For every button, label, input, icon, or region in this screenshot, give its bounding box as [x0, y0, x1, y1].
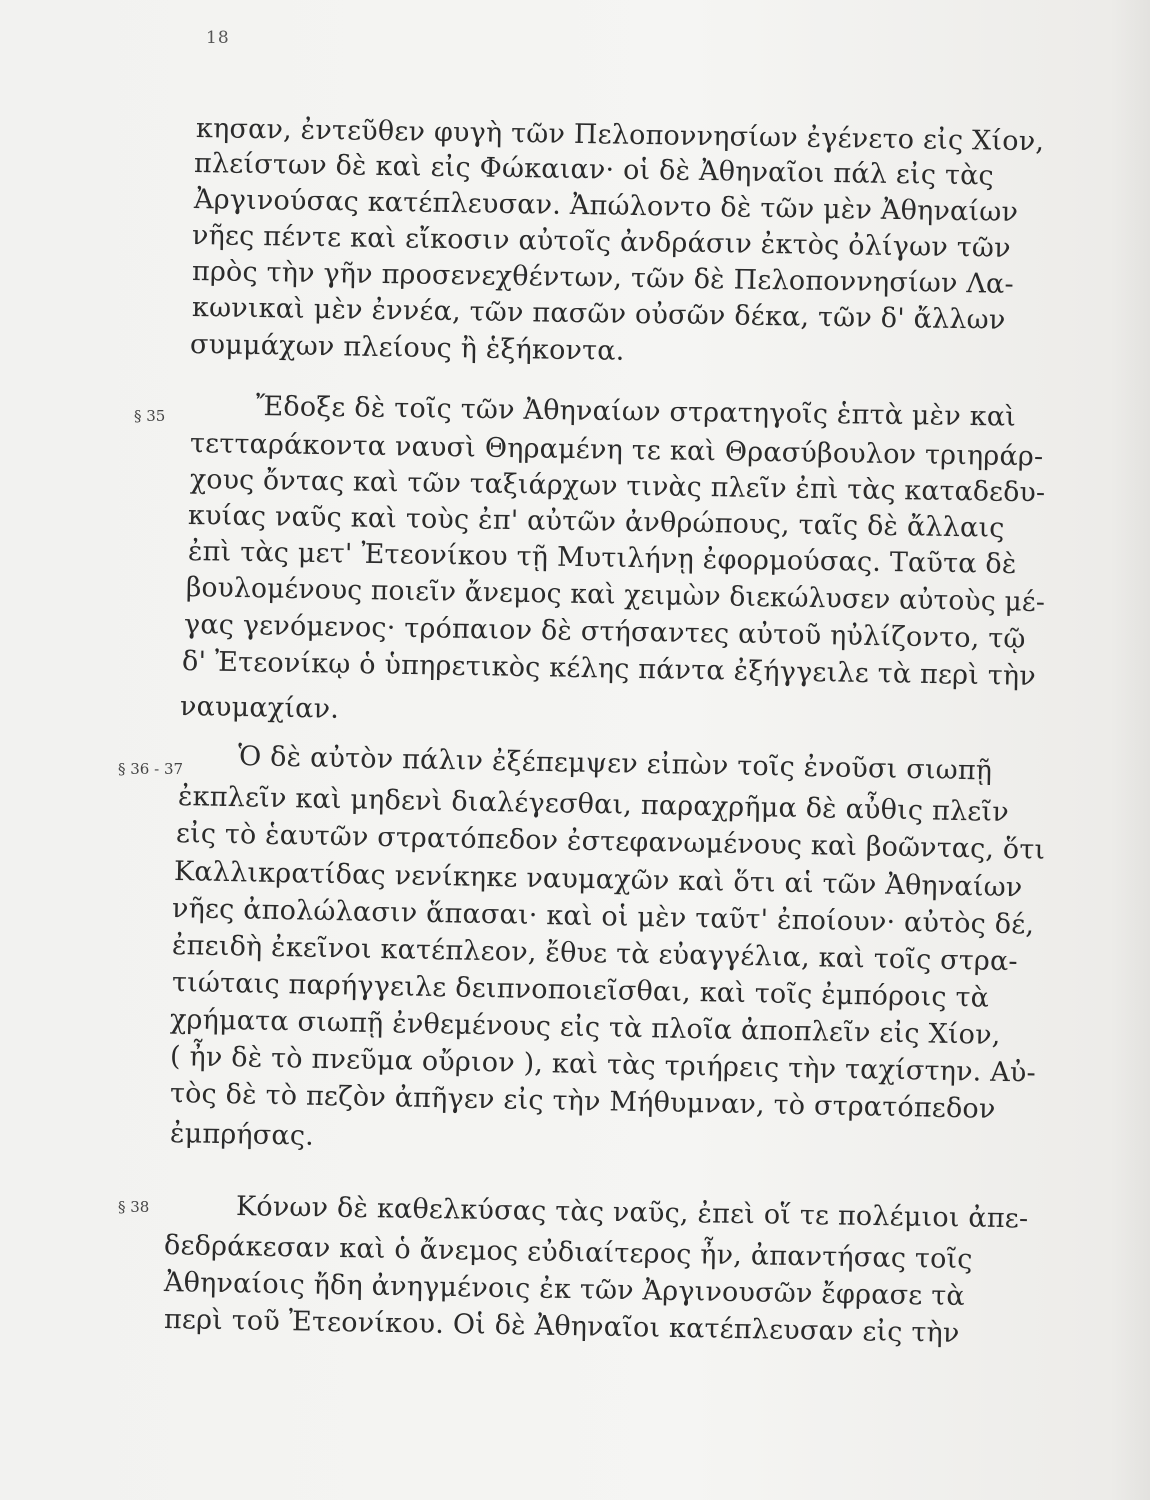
text-line: πρὸς τὴν γῆν προσενεχθέντων, τῶν δὲ Πελοποννησίων Λα- — [191, 256, 1015, 300]
section-marker-38: § 38 — [118, 1198, 150, 1216]
text-line: τετταράκοντα ναυσὶ Θηραμένη τε καὶ Θρασύβουλον τριηράρ- — [189, 428, 1044, 473]
text-line: Καλλικρατίδας νενίκηκε ναυμαχῶν καὶ ὅτι αἱ τῶν Ἀθηναίων — [173, 856, 1023, 904]
text-line: εἰς τὸ ἑαυτῶν στρατόπεδον ἐστεφανωμένους καὶ βοῶντας, ὅτι — [175, 818, 1046, 866]
text-line: Ἀργινούσας κατέπλευσαν. Ἀπώλοντο δὲ τῶν μὲν Ἀθηναίων — [193, 184, 1019, 228]
text-line: τιώταις παρήγγειλε δειπνοποιεῖσθαι, καὶ τοῖς ἐμπόροις τὰ — [171, 967, 990, 1014]
text-line: τὸς δὲ τὸ πεζὸν ἀπῆγεν εἰς τὴν Μήθυμναν, τὸ στρατόπεδον — [169, 1078, 996, 1125]
section-marker-36-37: § 36 - 37 — [118, 760, 184, 778]
text-line: βουλομένους ποιεῖν ἄνεμος καὶ χειμὼν διεκώλυσεν αὐτοὺς μέ- — [185, 572, 1046, 618]
text-line: περὶ τοῦ Ἐτεονίκου. Οἱ δὲ Ἀθηναῖοι κατέπλευσαν εἰς τὴν — [163, 1304, 960, 1349]
text-line: Κόνων δὲ καθελκύσας τὰς ναῦς, ἐπεὶ οἵ τε πολέμιοι ἀπε- — [235, 1191, 1029, 1235]
text-line: κυίας ναῦς καὶ τοὺς ἐπ' αὐτῶν ἀνθρώπους, ταῖς δὲ ἄλλαις — [187, 500, 1005, 544]
text-line: γας γενόμενος· τρόπαιον δὲ στήσαντες αὐτοῦ ηὐλίζοντο, τῷ — [183, 609, 1026, 655]
text-line: πλείστων δὲ καὶ εἰς Φώκαιαν· οἱ δὲ Ἀθηναῖοι πάλ εἰς τὰς — [193, 148, 995, 192]
page-edge-shadow — [1110, 0, 1150, 1500]
text-line: νῆες πέντε καὶ εἴκοσιν αὐτοῖς ἀνδράσιν ἐκτὸς ὀλίγων τῶν — [191, 220, 1011, 264]
text-line: κωνικαὶ μὲν ἐννέα, τῶν πασῶν οὐσῶν δέκα, τῶν δ' ἄλλων — [191, 292, 1006, 336]
text-line: δεδράκεσαν καὶ ὁ ἄνεμος εὐδιαίτερος ἦν, ἀπαντήσας τοῖς — [163, 1230, 973, 1276]
text-line: Ὁ δὲ αὐτὸν πάλιν ἐξέπεμψεν εἰπὼν τοῖς ἐνοῦσι σιωπῇ — [237, 741, 993, 787]
text-line: κησαν, ἐντεῦθεν φυγὴ τῶν Πελοποννησίων ἐγένετο εἰς Χίον, — [195, 113, 1045, 158]
text-line: χρήματα σιωπῇ ἐνθεμένους εἰς τὰ πλοῖα ἀποπλεῖν εἰς Χίον, — [169, 1004, 1001, 1051]
text-line: συμμάχων πλείους ἢ ἑξήκοντα. — [189, 329, 625, 367]
text-line: Ἔδοξε δὲ τοῖς τῶν Ἀθηναίων στρατηγοῖς ἑπτὰ μὲν καὶ — [255, 391, 1017, 433]
text-line: Ἀθηναίοις ἤδη ἀνηγμένοις ἐκ τῶν Ἀργινουσῶν ἔφρασε τὰ — [163, 1267, 966, 1312]
text-line: ἐμπρήσας. — [169, 1118, 315, 1152]
section-marker-35: § 35 — [134, 407, 166, 425]
text-line: ἐπειδὴ ἐκεῖνοι κατέπλεον, ἔθυε τὰ εὐαγγέλια, καὶ τοῖς στρα- — [171, 930, 1019, 978]
text-line: χους ὄντας καὶ τῶν ταξιάρχων τινὰς πλεῖν ἐπὶ τὰς καταδεδυ- — [189, 464, 1046, 509]
text-line: ἐπὶ τὰς μετ' Ἐτεονίκου τῇ Μυτιλήνῃ ἐφορμούσας. Ταῦτα δὲ — [187, 536, 1017, 581]
text-line: δ' Ἐτεονίκῳ ὁ ὑπηρετικὸς κέλης πάντα ἐξήγγειλε τὰ περὶ τὴν — [181, 646, 1037, 692]
text-line: ἐκπλεῖν καὶ μηδενὶ διαλέγεσθαι, παραχρῆμα δὲ αὖθις πλεῖν — [177, 781, 1010, 828]
page-number: 18 — [206, 28, 230, 48]
text-line: νῆες ἀπολώλασιν ἅπασαι· καὶ οἱ μὲν ταῦτ' ἐποίουν· αὐτὸς δέ, — [171, 893, 1035, 941]
text-line: ναυμαχίαν. — [179, 691, 340, 725]
text-line: ( ἦν δὲ τὸ πνεῦμα οὔριον ), καὶ τὰς τριήρεις τὴν ταχίστην. Αὐ- — [169, 1041, 1037, 1089]
